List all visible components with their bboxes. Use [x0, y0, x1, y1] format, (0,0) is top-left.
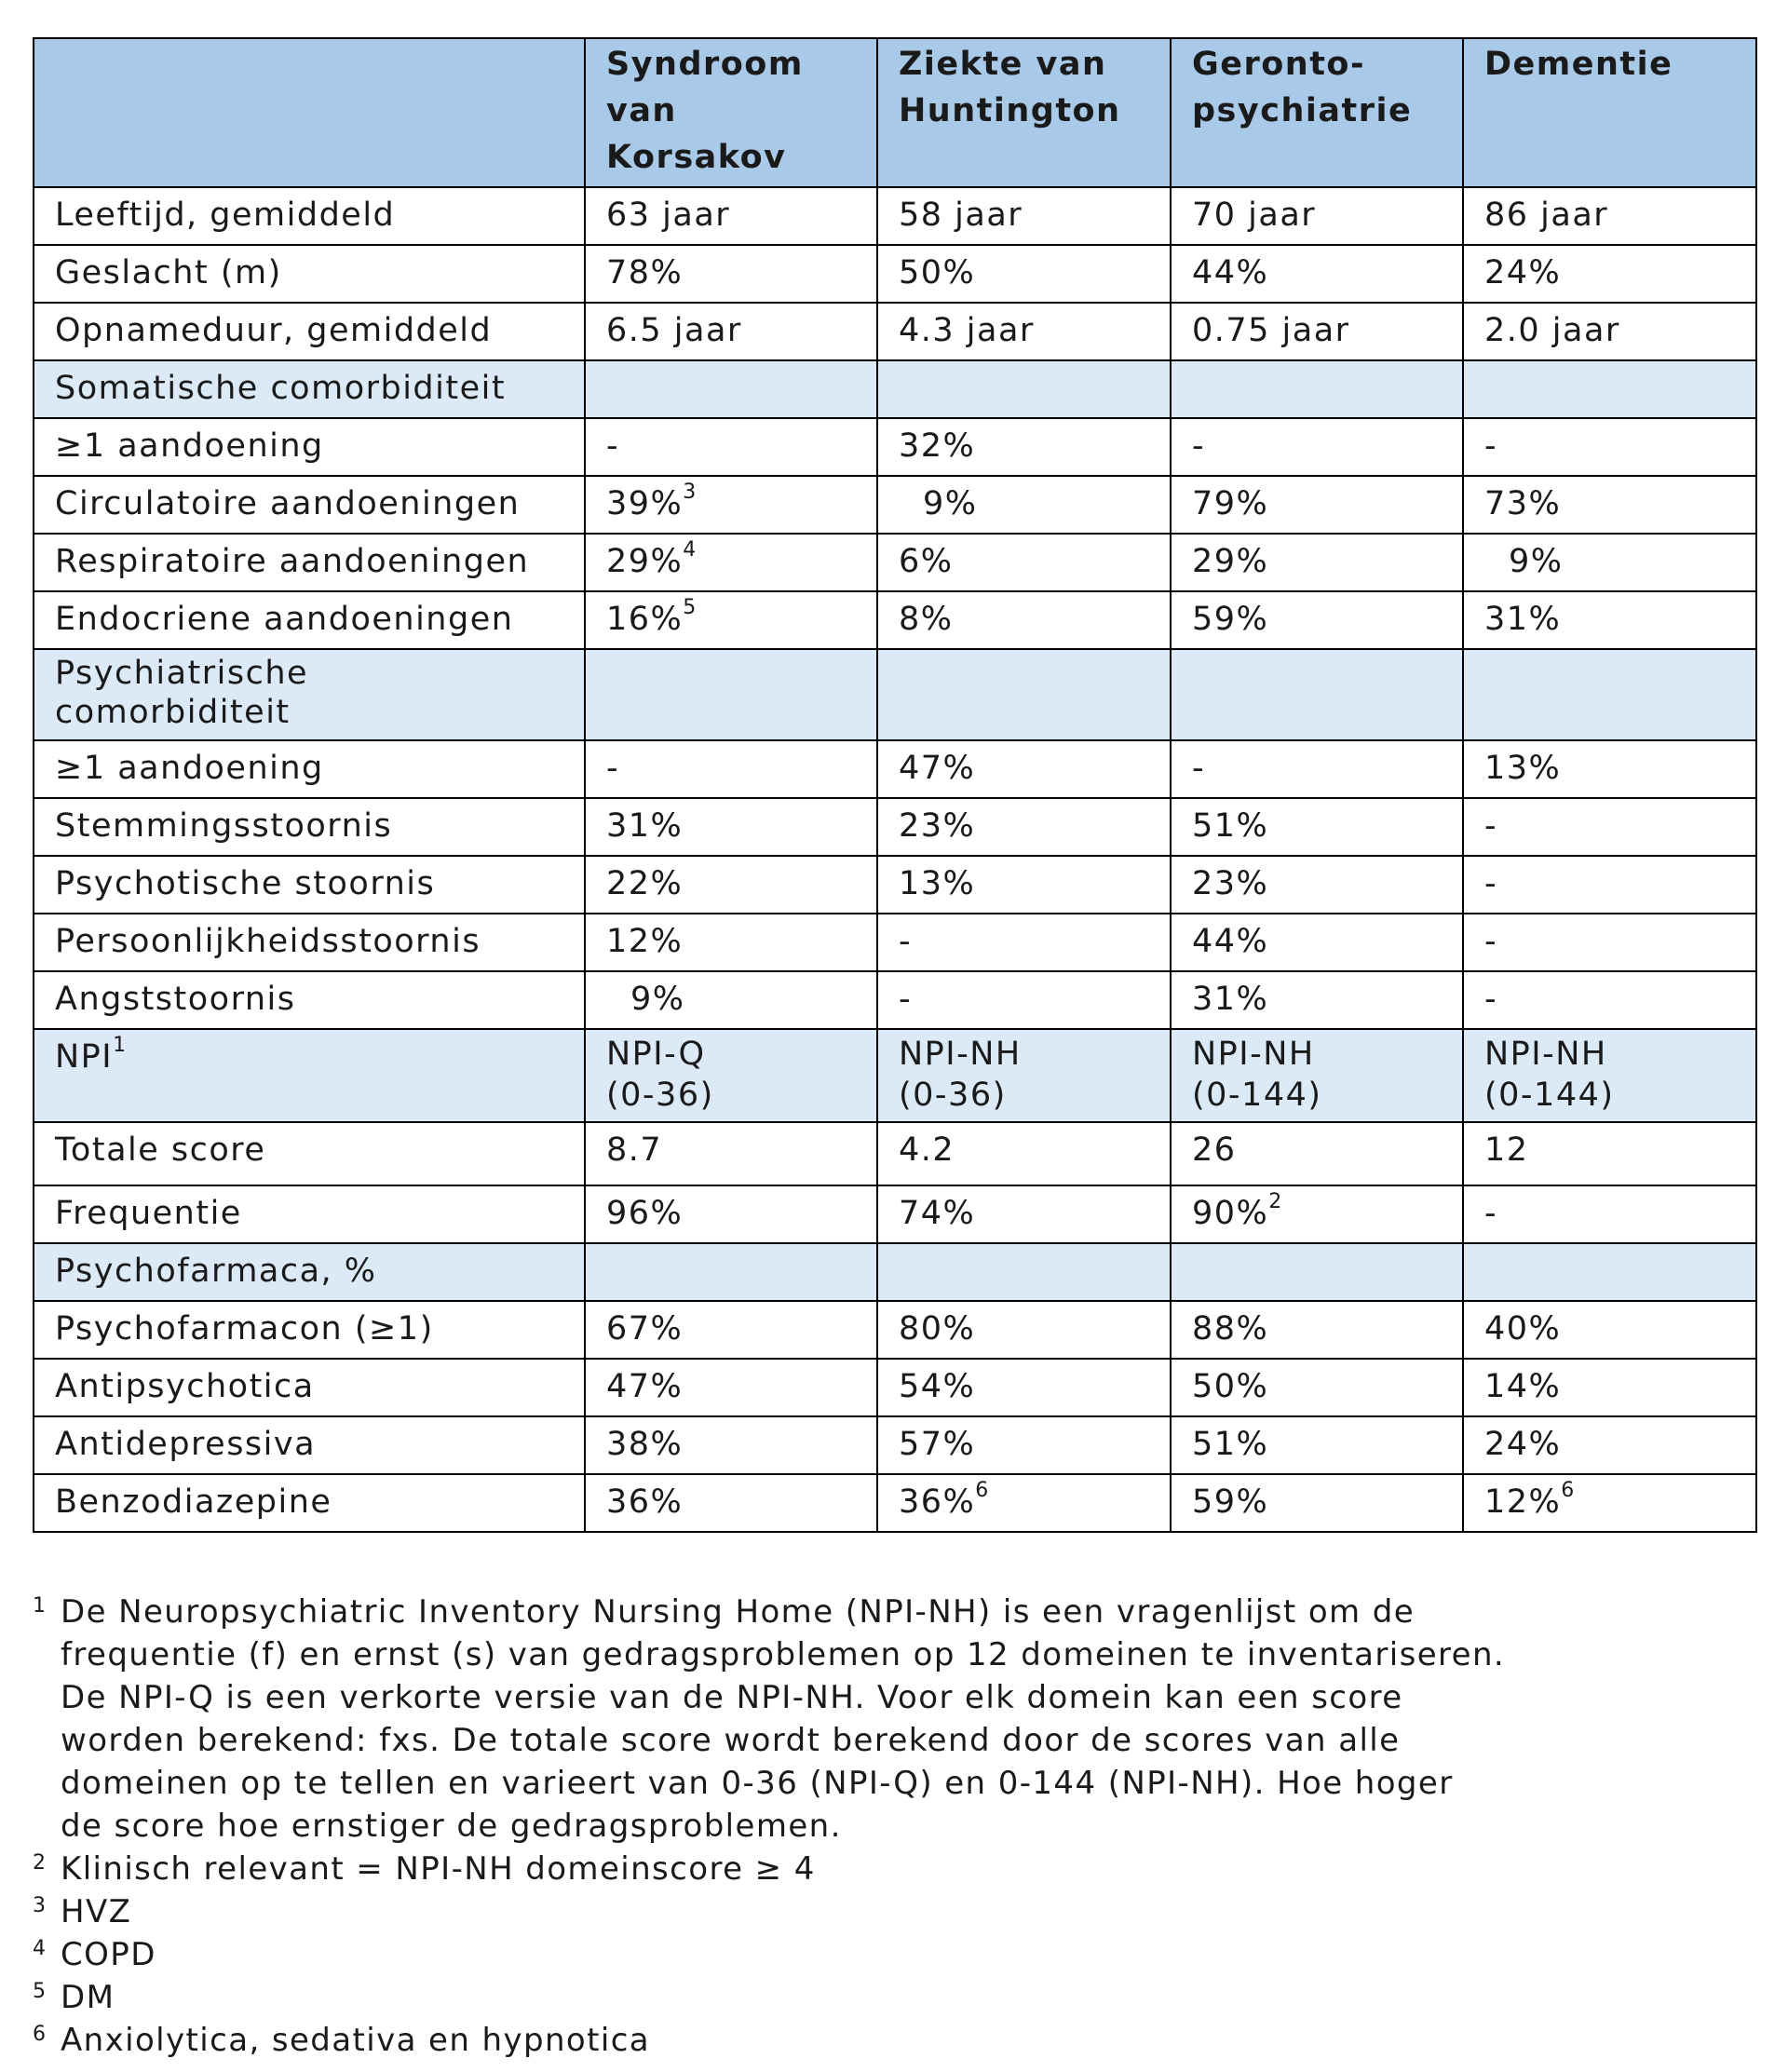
footnote-line: Anxiolytica, sedativa en hypnotica	[61, 2022, 651, 2059]
table-cell	[585, 360, 877, 418]
table-cell	[877, 1474, 1171, 1532]
cell-value: -	[1484, 865, 1498, 902]
row-label	[34, 245, 585, 303]
table-cell	[1171, 187, 1463, 245]
row-label-text: Antipsychotica	[55, 1368, 315, 1405]
cell-line: (0-144)	[1192, 1077, 1322, 1114]
cell-value: 74%	[899, 1195, 976, 1232]
footnote-line: De Neuropsychiatric Inventory Nursing Home (NPI-NH) is een vragenlijst om de	[61, 1593, 1416, 1631]
table-cell	[877, 187, 1171, 245]
cell-value: 31%	[606, 807, 684, 845]
table-row	[34, 534, 1756, 591]
cell-value: 44%	[1192, 923, 1269, 960]
table-cell	[1171, 856, 1463, 914]
cell-value: 59%	[1192, 601, 1269, 638]
table-cell	[877, 914, 1171, 971]
table-cell	[1171, 914, 1463, 971]
table-cell	[585, 1474, 877, 1532]
cell-value: 0.75 jaar	[1192, 312, 1350, 349]
table-cell	[1171, 1359, 1463, 1416]
cell-value: 58 jaar	[899, 196, 1023, 234]
table-row	[34, 1185, 1756, 1243]
footnote-marker: 1	[113, 1034, 128, 1057]
cell-value: 6.5 jaar	[606, 312, 742, 349]
table-cell	[1463, 476, 1756, 534]
table-cell	[585, 649, 877, 740]
table-row	[34, 740, 1756, 798]
table-row	[34, 856, 1756, 914]
table-cell	[1171, 1122, 1463, 1185]
table-cell	[1463, 971, 1756, 1029]
table-cell	[1463, 798, 1756, 856]
table-cell	[877, 856, 1171, 914]
row-label-line: comorbiditeit	[55, 694, 291, 731]
row-label-text: Leeftijd, gemiddeld	[55, 196, 396, 234]
row-label-text: Opnameduur, gemiddeld	[55, 312, 493, 349]
header-cell-empty	[34, 38, 585, 187]
cell-value: 80%	[899, 1310, 976, 1347]
row-label	[34, 1301, 585, 1359]
table-cell	[1463, 1122, 1756, 1185]
table-row	[34, 591, 1756, 649]
cell-value: -	[899, 981, 913, 1018]
cell-value: 29%	[606, 543, 684, 580]
table-cell	[877, 418, 1171, 476]
table-cell	[1463, 740, 1756, 798]
cell-value: -	[1484, 923, 1498, 960]
cell-value: 79%	[1192, 485, 1269, 522]
table-row	[34, 245, 1756, 303]
cell-value: 78%	[606, 254, 684, 291]
table-cell	[1171, 245, 1463, 303]
footnote-number: 6	[33, 2023, 47, 2046]
cell-value: -	[1484, 1195, 1498, 1232]
cell-value: 12	[1484, 1131, 1529, 1169]
section-row	[34, 649, 1756, 740]
cell-value: 12%	[606, 923, 684, 960]
cell-value: 44%	[1192, 254, 1269, 291]
footnote	[33, 2019, 1755, 2062]
header-row	[34, 38, 1756, 187]
table-cell	[1171, 798, 1463, 856]
cell-line: NPI-Q	[606, 1036, 706, 1073]
cell-value: 31%	[1484, 601, 1562, 638]
cell-value: -	[1192, 427, 1206, 465]
cell-value: 73%	[1484, 485, 1562, 522]
table-cell	[585, 418, 877, 476]
table-cell	[1171, 1301, 1463, 1359]
row-label	[34, 914, 585, 971]
table-cell	[1463, 1243, 1756, 1301]
cell-value: 8.7	[606, 1131, 663, 1169]
table-cell	[585, 1122, 877, 1185]
row-label-text: Angststoornis	[55, 981, 296, 1018]
cell-line: (0-36)	[899, 1077, 1007, 1114]
row-label-text: Persoonlijkheidsstoornis	[55, 923, 481, 960]
footnote-marker: 5	[683, 596, 698, 619]
footnote-marker: 3	[683, 481, 698, 504]
table-cell	[877, 591, 1171, 649]
table-row	[34, 1029, 1756, 1122]
header-line: Ziekte van	[899, 46, 1107, 83]
cell-value: 59%	[1192, 1483, 1269, 1521]
header-line: Geronto-	[1192, 46, 1365, 83]
table-cell	[1171, 418, 1463, 476]
table-cell	[1171, 476, 1463, 534]
table-row	[34, 1416, 1756, 1474]
footnote-line: HVZ	[61, 1893, 132, 1930]
row-label-text: Respiratoire aandoeningen	[55, 543, 530, 580]
row-label-text: Benzodiazepine	[55, 1483, 332, 1521]
cell-value: -	[606, 750, 620, 787]
table-cell	[1171, 1474, 1463, 1532]
table-cell	[585, 798, 877, 856]
table-row	[34, 971, 1756, 1029]
cell-value: 32%	[899, 427, 976, 465]
footnote	[33, 1848, 1755, 1890]
table-cell	[1463, 1416, 1756, 1474]
row-label-text: Totale score	[55, 1131, 266, 1169]
cell-value: 13%	[899, 865, 976, 902]
row-label-text: Geslacht (m)	[55, 254, 282, 291]
table-cell	[877, 1301, 1171, 1359]
row-label	[34, 856, 585, 914]
table-cell	[585, 245, 877, 303]
footnote-marker: 4	[683, 538, 698, 562]
row-label	[34, 534, 585, 591]
row-label	[34, 303, 585, 360]
row-label	[34, 418, 585, 476]
cell-line: NPI-NH	[899, 1036, 1022, 1073]
cell-line: (0-144)	[1484, 1077, 1615, 1114]
table-cell	[1463, 245, 1756, 303]
row-label	[34, 1359, 585, 1416]
footnote-number: 5	[33, 1980, 47, 2003]
table-cell	[585, 971, 877, 1029]
table-cell	[1463, 1474, 1756, 1532]
footnote-line: COPD	[61, 1936, 156, 1973]
cell-value: 9%	[630, 981, 685, 1018]
table-cell	[585, 1029, 877, 1122]
cell-value: 38%	[606, 1426, 684, 1463]
row-label-text: Somatische comorbiditeit	[55, 370, 507, 407]
cell-value: 88%	[1192, 1310, 1269, 1347]
cell-value: 23%	[1192, 865, 1269, 902]
cell-line: (0-36)	[606, 1077, 714, 1114]
cell-value: 26	[1192, 1131, 1237, 1169]
row-label	[34, 1243, 585, 1301]
table-cell	[1171, 591, 1463, 649]
cell-value: 90%	[1192, 1195, 1269, 1232]
table-cell	[877, 245, 1171, 303]
row-label-text: ≥1 aandoening	[55, 750, 324, 787]
cell-value: 36%	[606, 1483, 684, 1521]
table-cell	[585, 1416, 877, 1474]
cell-line: NPI-NH	[1484, 1036, 1607, 1073]
row-label	[34, 1474, 585, 1532]
footnote	[33, 1933, 1755, 1976]
table-cell	[1463, 1029, 1756, 1122]
table-cell	[1463, 1359, 1756, 1416]
section-row	[34, 360, 1756, 418]
row-label	[34, 1416, 585, 1474]
cell-value: -	[606, 427, 620, 465]
row-label	[34, 740, 585, 798]
table-cell	[1463, 187, 1756, 245]
footnote-marker: 2	[1268, 1190, 1283, 1213]
table-row	[34, 418, 1756, 476]
cell-value: 54%	[899, 1368, 976, 1405]
table-row	[34, 187, 1756, 245]
row-label	[34, 476, 585, 534]
row-label-line: Psychiatrische	[55, 655, 309, 692]
cell-value: 39%	[606, 485, 684, 522]
table-cell	[877, 649, 1171, 740]
table-cell	[877, 798, 1171, 856]
cell-value: 96%	[606, 1195, 684, 1232]
table-cell	[877, 971, 1171, 1029]
header-cell-huntington	[877, 38, 1171, 187]
cell-value: 9%	[923, 485, 978, 522]
table-cell	[1171, 649, 1463, 740]
cell-value: 50%	[1192, 1368, 1269, 1405]
footnote	[33, 1976, 1755, 2019]
table-cell	[585, 476, 877, 534]
table-cell	[585, 856, 877, 914]
row-label	[34, 649, 585, 740]
cell-value: 31%	[1192, 981, 1269, 1018]
row-label	[34, 798, 585, 856]
table-body	[34, 187, 1756, 1532]
table-cell	[877, 534, 1171, 591]
cell-value: 23%	[899, 807, 976, 845]
footnotes	[33, 1591, 1755, 2062]
table-cell	[1171, 1185, 1463, 1243]
table-cell	[1463, 303, 1756, 360]
footnote	[33, 1890, 1755, 1933]
table-cell	[1171, 1243, 1463, 1301]
footnote-line: worden berekend: fxs. De totale score wordt berekend door de scores van alle	[61, 1722, 1401, 1759]
cell-value: 9%	[1509, 543, 1564, 580]
table-cell	[877, 740, 1171, 798]
header-cell-dementie	[1463, 38, 1756, 187]
footnote-number: 4	[33, 1937, 47, 1960]
row-label-text: Psychofarmacon (≥1)	[55, 1310, 434, 1347]
table-row	[34, 1359, 1756, 1416]
footnote-number: 1	[33, 1594, 47, 1618]
table-row	[34, 798, 1756, 856]
cell-value: 6%	[899, 543, 954, 580]
footnote-line: domeinen op te tellen en varieert van 0-36 (NPI-Q) en 0-144 (NPI-NH). Hoe hoger	[61, 1765, 1454, 1802]
row-label	[34, 360, 585, 418]
cell-value: 51%	[1192, 807, 1269, 845]
table-cell	[1171, 303, 1463, 360]
table-cell	[585, 740, 877, 798]
header-line: van	[606, 92, 677, 129]
row-label	[34, 591, 585, 649]
table-cell	[1463, 360, 1756, 418]
table-cell	[877, 1416, 1171, 1474]
cell-value: 36%	[899, 1483, 976, 1521]
row-label-text: NPI	[55, 1038, 114, 1076]
table-cell	[1463, 856, 1756, 914]
table-cell	[1171, 971, 1463, 1029]
cell-value: 86 jaar	[1484, 196, 1609, 234]
header-line: Huntington	[899, 92, 1121, 129]
table-cell	[585, 1359, 877, 1416]
cell-value: 8%	[899, 601, 954, 638]
table-cell	[877, 360, 1171, 418]
table-row	[34, 1122, 1756, 1185]
table-row	[34, 303, 1756, 360]
table-cell	[1463, 914, 1756, 971]
table-cell	[1171, 1029, 1463, 1122]
cell-value: 50%	[899, 254, 976, 291]
header-cell-korsakov	[585, 38, 877, 187]
table-cell	[585, 1185, 877, 1243]
table-row	[34, 1301, 1756, 1359]
table-cell	[1171, 534, 1463, 591]
row-label	[34, 1029, 585, 1122]
cell-value: 13%	[1484, 750, 1562, 787]
cell-value: 2.0 jaar	[1484, 312, 1620, 349]
table-cell	[877, 1243, 1171, 1301]
table-cell	[1463, 649, 1756, 740]
cell-value: -	[1484, 427, 1498, 465]
table-cell	[585, 187, 877, 245]
table-cell	[877, 1122, 1171, 1185]
table-cell	[877, 476, 1171, 534]
row-label-text: Endocriene aandoeningen	[55, 601, 514, 638]
table-cell	[1463, 1301, 1756, 1359]
cell-value: 40%	[1484, 1310, 1562, 1347]
footnote-line: frequentie (f) en ernst (s) van gedragsproblemen op 12 domeinen te inventariseren.	[61, 1636, 1506, 1673]
table-cell	[585, 1301, 877, 1359]
cell-value: 14%	[1484, 1368, 1562, 1405]
row-label-text: Psychotische stoornis	[55, 865, 436, 902]
cell-value: 16%	[606, 601, 684, 638]
comparison-table	[33, 37, 1757, 1533]
footnote-number: 2	[33, 1851, 47, 1875]
table-row	[34, 476, 1756, 534]
footnote-number: 3	[33, 1894, 47, 1917]
cell-value: 4.3 jaar	[899, 312, 1035, 349]
table-cell	[1463, 591, 1756, 649]
footnote-line: de score hoe ernstiger de gedragsproblemen.	[61, 1808, 842, 1845]
table-cell	[877, 303, 1171, 360]
table-cell	[877, 1359, 1171, 1416]
cell-value: 29%	[1192, 543, 1269, 580]
header-line: Korsakov	[606, 139, 787, 176]
cell-line: NPI-NH	[1192, 1036, 1315, 1073]
row-label	[34, 1122, 585, 1185]
footnote-marker: 6	[975, 1479, 990, 1502]
table-cell	[585, 914, 877, 971]
row-label	[34, 1185, 585, 1243]
header-cell-gerontopsychiatrie	[1171, 38, 1463, 187]
cell-value: 24%	[1484, 254, 1562, 291]
table-cell	[1171, 360, 1463, 418]
table-cell	[877, 1185, 1171, 1243]
footnote-line: De NPI-Q is een verkorte versie van de NPI-NH. Voor elk domein kan een score	[61, 1679, 1403, 1716]
cell-value: 57%	[899, 1426, 976, 1463]
table-row	[34, 1474, 1756, 1532]
cell-value: 12%	[1484, 1483, 1562, 1521]
header-line: Dementie	[1484, 46, 1673, 83]
cell-value: 22%	[606, 865, 684, 902]
cell-value: 47%	[606, 1368, 684, 1405]
row-label-text: Circulatoire aandoeningen	[55, 485, 521, 522]
footnote-line: DM	[61, 1979, 115, 2016]
row-label-text: Psychofarmaca, %	[55, 1253, 377, 1290]
table-cell	[585, 534, 877, 591]
table-cell	[585, 1243, 877, 1301]
cell-value: -	[1484, 807, 1498, 845]
footnote-marker: 6	[1561, 1479, 1576, 1502]
cell-value: 63 jaar	[606, 196, 731, 234]
footnote	[33, 1591, 1755, 1848]
table-cell	[1463, 418, 1756, 476]
row-label-text: Stemmingsstoornis	[55, 807, 393, 845]
cell-value: -	[1192, 750, 1206, 787]
cell-value: 47%	[899, 750, 976, 787]
cell-value: -	[899, 923, 913, 960]
footnote-line: Klinisch relevant = NPI-NH domeinscore ≥ 4	[61, 1850, 816, 1888]
table-cell	[1171, 1416, 1463, 1474]
cell-value: 70 jaar	[1192, 196, 1317, 234]
cell-value: -	[1484, 981, 1498, 1018]
cell-value: 51%	[1192, 1426, 1269, 1463]
row-label-text: Antidepressiva	[55, 1426, 317, 1463]
table-cell	[877, 1029, 1171, 1122]
section-row	[34, 1243, 1756, 1301]
table-cell	[1463, 1185, 1756, 1243]
row-label-text: Frequentie	[55, 1195, 242, 1232]
table-cell	[585, 303, 877, 360]
table-cell	[1171, 740, 1463, 798]
row-label-text: ≥1 aandoening	[55, 427, 324, 465]
cell-value: 67%	[606, 1310, 684, 1347]
table-row	[34, 914, 1756, 971]
header-line: Syndroom	[606, 46, 804, 83]
table-cell	[585, 591, 877, 649]
cell-value: 24%	[1484, 1426, 1562, 1463]
row-label	[34, 971, 585, 1029]
cell-value: 4.2	[899, 1131, 955, 1169]
row-label	[34, 187, 585, 245]
header-line: psychiatrie	[1192, 92, 1413, 129]
table-cell	[1463, 534, 1756, 591]
